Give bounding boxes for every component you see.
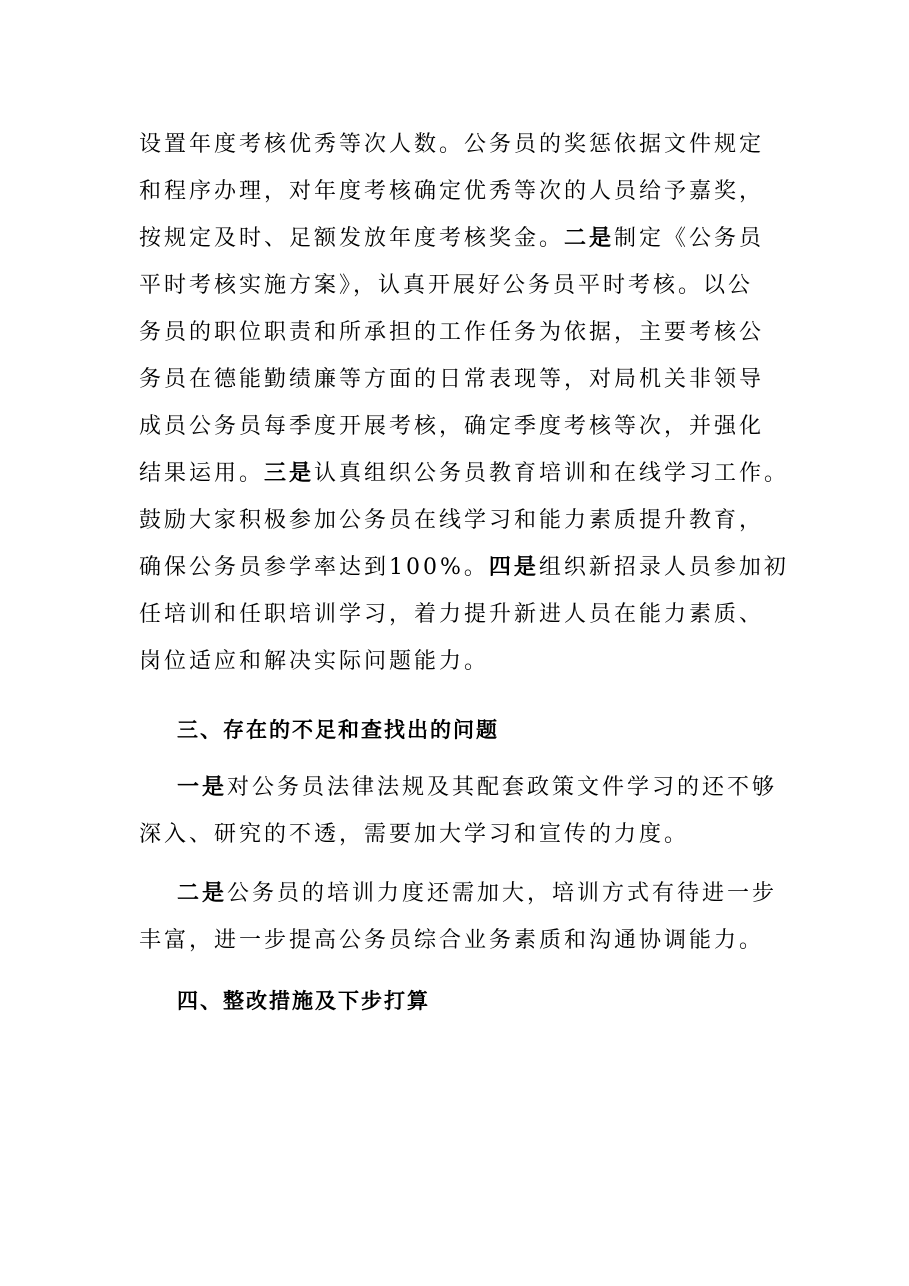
bold-lead: 一是 xyxy=(177,775,228,800)
paragraph-line xyxy=(177,874,777,914)
paragraph-line: 岗位适应和解决实际问题能力。 xyxy=(139,649,490,674)
paragraph-line xyxy=(139,548,789,588)
bold-lead: 三是 xyxy=(264,461,315,486)
paragraph-line: 鼓励大家积极参加公务员在线学习和能力素质提升教育， xyxy=(139,508,765,533)
section-heading-3: 三、存在的不足和查找出的问题 xyxy=(177,718,499,742)
text-run: 认真组织公务员教育培训和在线学习工作。 xyxy=(314,461,790,486)
paragraph-line: 设置年度考核优秀等次人数。公务员的奖惩依据文件规定 xyxy=(139,132,765,157)
paragraph-line: 务员在德能勤绩廉等方面的日常表现等，对局机关非领导 xyxy=(139,367,765,392)
paragraph-line xyxy=(139,454,789,494)
bold-lead: 二是 xyxy=(564,226,615,251)
paragraph-line: 和程序办理，对年度考核确定优秀等次的人员给予嘉奖， xyxy=(139,179,765,204)
paragraph-line: 成员公务员每季度开展考核，确定季度考核等次，并强化 xyxy=(139,414,765,439)
paragraph-line xyxy=(177,768,777,808)
paragraph-line: 深入、研究的不透，需要加大学习和宣传的力度。 xyxy=(139,822,690,847)
paragraph-line: 丰富，进一步提高公务员综合业务素质和沟通协调能力。 xyxy=(139,928,765,953)
bold-lead: 四是 xyxy=(488,555,539,580)
section-heading-4: 四、整改措施及下步打算 xyxy=(177,989,430,1013)
bold-lead: 二是 xyxy=(177,881,228,906)
text-run: 对公务员法律法规及其配套政策文件学习的还不够 xyxy=(227,775,778,800)
text-run: 确保公务员参学率达到100%。 xyxy=(139,555,489,580)
text-run: 制定《公务员 xyxy=(614,226,765,251)
text-run: 结果运用。 xyxy=(139,461,265,486)
text-run: 公务员的培训力度还需加大，培训方式有待进一步 xyxy=(227,881,778,906)
text-run: 按规定及时、足额发放年度考核奖金。 xyxy=(139,226,565,251)
paragraph-line: 任培训和任职培训学习，着力提升新进人员在能力素质、 xyxy=(139,602,765,627)
paragraph-line: 务员的职位职责和所承担的工作任务为依据，主要考核公 xyxy=(139,320,765,345)
text-run: 组织新招录人员参加初 xyxy=(538,555,789,580)
paragraph-line: 平时考核实施方案》，认真开展好公务员平时考核。以公 xyxy=(139,273,754,298)
paragraph-line xyxy=(139,219,764,259)
